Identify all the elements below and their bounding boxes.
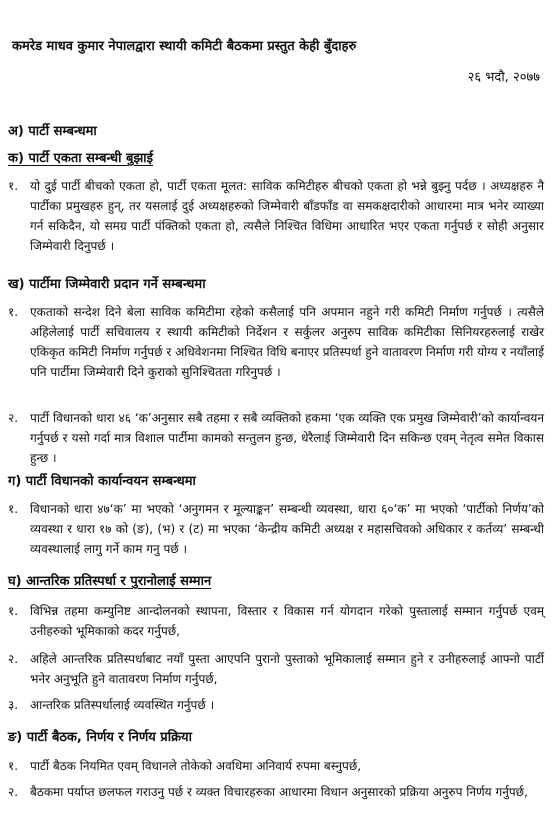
item-text: आन्तरिक प्रतिस्पर्धालाई व्यवस्थित गर्नुपर्छ ।: [30, 698, 215, 712]
subsection-heading-responsibility: ख) पार्टीमा जिम्मेवारी प्रदान गर्ने सम्बन्धमा: [8, 277, 206, 292]
unity-item-1: [8, 176, 544, 256]
item-text: पार्टी विधानको धारा ४६ ‘क’अनुसार सबै तहमा र सबै व्यक्तिको हकमा ‘एक व्यक्ति एक प्रमुख जिम्मेवारी’को कार्यान्वयन गर्नुपर्छ र यसो गर्दा मात्र विशाल पार्टीमा कामको सन्तुलन हुन्छ, धेरैलाई जिम्मेवारी दिन सकिन्छ एवम् नेतृत्व समेत विकास हुन्छ ।: [30, 411, 544, 465]
item-number: १.: [8, 502, 19, 516]
subsection-heading-constitution: ग) पार्टी विधानको कार्यान्वयन सम्बन्धमा: [8, 474, 196, 489]
responsibility-item-1: [8, 302, 544, 382]
item-text: पार्टी बैठक नियमित एवम् विधानले तोकेको अवधिमा अनिवार्य रुपमा बस्नुपर्छ,: [30, 759, 362, 773]
item-text: एकताको सन्देश दिने बेला साविक कमिटीमा रहेको कसैलाई पनि अपमान नहुने गरी कमिटी निर्माण गर्नुपर्छ । त्यसैले अहिलेलाई पार्टी सचिवालय र स्थायी कमिटीको निर्देशन र सर्कुलर अनुरुप साविक कमिटीका सिनियरहरुलाई राखेर एकिकृत कमिटी निर्माण गर्नुपर्छ र अधिवेशनमा निश्चित विधि बनाएर प्रतिस्पर्धा हुने वातावरण निर्माण गरी योग्य र नयाँलाई पनि पार्टीमा जिम्मेवारी दिने कुराको सुनिश्चितता गरिनुपर्छ ।: [30, 305, 544, 379]
document-title: कमरेड माधव कुमार नेपालद्वारा स्थायी कमिटी बैठकमा प्रस्तुत केही बुँदाहरु: [12, 39, 357, 54]
item-number: २.: [8, 652, 19, 666]
meetings-item-2: [8, 782, 544, 802]
document-date: २६ भदौ, २०७७: [467, 70, 540, 85]
subsection-heading-competition: घ) आन्तरिक प्रतिस्पर्धा र पुरानोलाई सम्मान: [8, 574, 212, 589]
constitution-item-1: [8, 499, 544, 559]
item-number: १.: [8, 604, 19, 618]
item-text: बैठकमा पर्याप्त छलफल गराउनु पर्छ र व्यक्त विचारहरुका आधारमा विधान अनुसारको प्रक्रिया अनुरुप निर्णय गर्नुपर्छ,: [30, 785, 528, 799]
subsection-heading-unity: क) पार्टी एकता सम्बन्धी बुझाई: [8, 151, 154, 166]
competition-item-1: [8, 601, 544, 641]
competition-item-3: [8, 695, 544, 715]
item-number: २.: [8, 411, 19, 425]
meetings-item-1: [8, 756, 544, 776]
item-text: अहिले आन्तरिक प्रतिस्पर्धाबाट नयाँ पुस्ता आएपनि पुरानो पुस्ताको भूमिकालाई सम्मान हुने र उनीहरुलाई आफ्नो पार्टी भनेर अनुभूति हुने वातावरण निर्माण गर्नुपर्छ,: [30, 652, 544, 686]
item-number: १.: [8, 759, 19, 773]
competition-item-2: [8, 649, 544, 689]
item-number: १.: [8, 305, 19, 319]
subsection-heading-meetings: ङ) पार्टी बैठक, निर्णय र निर्णय प्रक्रिया: [8, 730, 192, 745]
item-text: विभिन्न तहमा कम्युनिष्ट आन्दोलनको स्थापना, विस्तार र विकास गर्न योगदान गरेको पुस्तालाई सम्मान गर्नुपर्छ एवम् उनीहरुको भूमिकाको कदर गर्नुपर्छ,: [30, 604, 544, 638]
item-number: १.: [8, 179, 19, 193]
item-number: ३.: [8, 698, 19, 712]
section-heading-party: अ) पार्टी सम्बन्धमा: [8, 124, 97, 139]
item-number: २.: [8, 785, 19, 799]
item-text: विधानको धारा ४७‘क’ मा भएको ‘अनुगमन र मूल्याङ्कन’ सम्बन्धी व्यवस्था, धारा ६०‘क’ मा भएको ‘पार्टीको निर्णय’को व्यवस्था र धारा १७ को (ङ), (भ) र (ट) मा भएका ‘केन्द्रीय कमिटी अध्यक्ष र महासचिवको अधिकार र कर्तव्य’ सम्बन्धी व्यवस्थालाई लागु गर्ने काम गनु पर्छ ।: [30, 502, 544, 556]
responsibility-item-2: [8, 408, 544, 468]
item-text: यो दुई पार्टी बीचको एकता हो, पार्टी एकता मूलत: साविक कमिटीहरु बीचको एकता हो भन्ने बुझ्नु पर्दछ । अध्यक्षहरु नै पार्टीका प्रमुखहरु हुन्, तर यसलाई दुई अध्यक्षहरुको जिम्मेवारी बाँडफाँड वा समकक्षदारीको आधारमा मात्र भनेर व्याख्या गर्न सकिदैन, यो समग्र पार्टी पंक्तिको एकता हो, त्यसैले निश्चित विधिमा आधारित भएर एकता गर्नुपर्छ र सोही अनुसार जिम्मेवारी दिनुपर्छ ।: [30, 179, 544, 253]
